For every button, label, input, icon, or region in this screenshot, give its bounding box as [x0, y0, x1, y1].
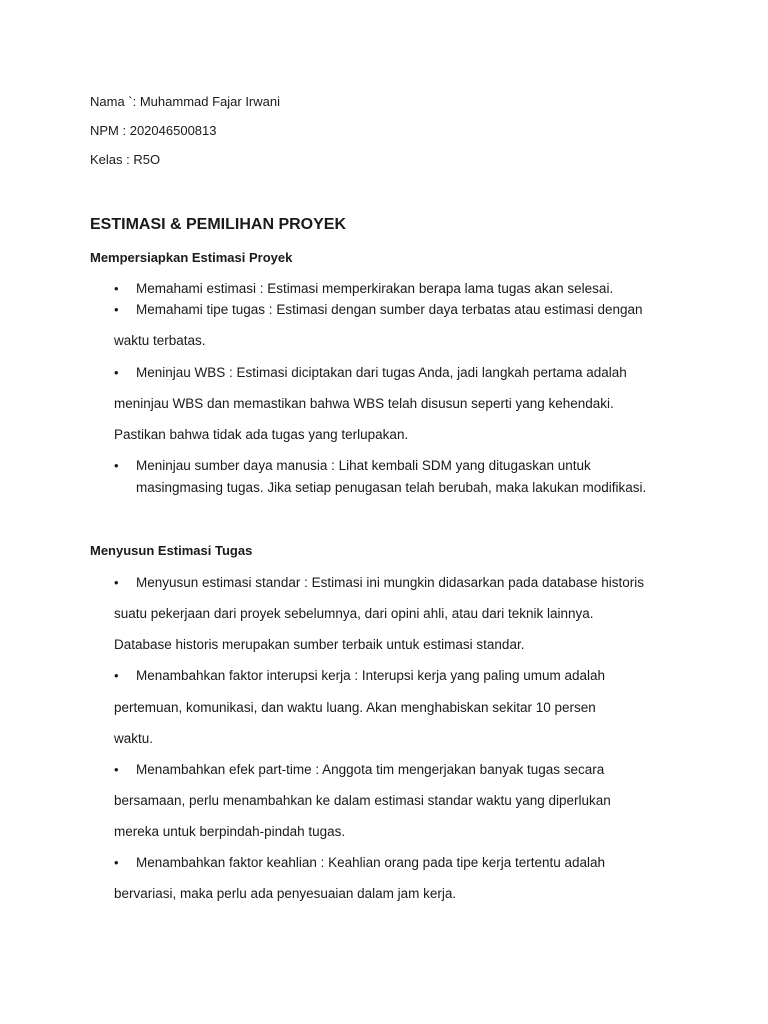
list-item: • Meninjau WBS : Estimasi diciptakan dari tugas Anda, jadi langkah pertama adalah [114, 365, 627, 380]
list-item: • Memahami tipe tugas : Estimasi dengan sumber daya terbatas atau estimasi dengan [114, 302, 643, 317]
list-item-continuation: suatu pekerjaan dari proyek sebelumnya, dari opini ahli, atau dari teknik lainnya. [114, 606, 594, 621]
list-item: • Menambahkan faktor keahlian : Keahlian orang pada tipe kerja tertentu adalah [114, 855, 606, 870]
bullet-icon: • [114, 302, 119, 317]
bullet-icon: • [114, 855, 119, 870]
list-item-continuation: waktu. [114, 731, 154, 746]
list-item-continuation: meninjau WBS dan memastikan bahwa WBS telah disusun seperti yang kehendaki. [114, 396, 614, 411]
bullet-icon: • [114, 365, 119, 380]
list-item-continuation: Database historis merupakan sumber terbaik untuk estimasi standar. [114, 637, 525, 652]
bullet-icon: • [114, 281, 119, 296]
list-item: • Meninjau sumber daya manusia : Lihat kembali SDM yang ditugaskan untuk [114, 458, 591, 473]
list-item: • Menambahkan faktor interupsi kerja : Interupsi kerja yang paling umum adalah [114, 668, 606, 683]
list-item-continuation: Pastikan bahwa tidak ada tugas yang terlupakan. [114, 427, 409, 442]
bullet-icon: • [114, 668, 119, 683]
list-item: • Memahami estimasi : Estimasi memperkirakan berapa lama tugas akan selesai. [114, 281, 614, 296]
student-npm: NPM : 202046500813 [90, 123, 217, 138]
list-item: • Menambahkan efek part-time : Anggota tim mengerjakan banyak tugas secara [114, 762, 605, 777]
section-heading-prepare: Mempersiapkan Estimasi Proyek [90, 250, 293, 265]
section-heading-compose: Menyusun Estimasi Tugas [90, 543, 253, 558]
student-class: Kelas : R5O [90, 152, 161, 167]
list-item-continuation: masingmasing tugas. Jika setiap penugasan telah berubah, maka lakukan modifikasi. [136, 480, 647, 495]
document-title: ESTIMASI & PEMILIHAN PROYEK [90, 216, 347, 233]
bullet-icon: • [114, 575, 119, 590]
list-item-continuation: waktu terbatas. [114, 333, 206, 348]
bullet-icon: • [114, 458, 119, 473]
list-item-continuation: pertemuan, komunikasi, dan waktu luang. Akan menghabiskan sekitar 10 persen [114, 700, 596, 715]
list-item-continuation: mereka untuk berpindah-pindah tugas. [114, 824, 346, 839]
student-name: Nama `: Muhammad Fajar Irwani [90, 94, 280, 109]
bullet-icon: • [114, 762, 119, 777]
list-item-continuation: bervariasi, maka perlu ada penyesuaian dalam jam kerja. [114, 886, 457, 901]
list-item: • Menyusun estimasi standar : Estimasi ini mungkin didasarkan pada database historis [114, 575, 645, 590]
list-item-continuation: bersamaan, perlu menambahkan ke dalam estimasi standar waktu yang diperlukan [114, 793, 611, 808]
